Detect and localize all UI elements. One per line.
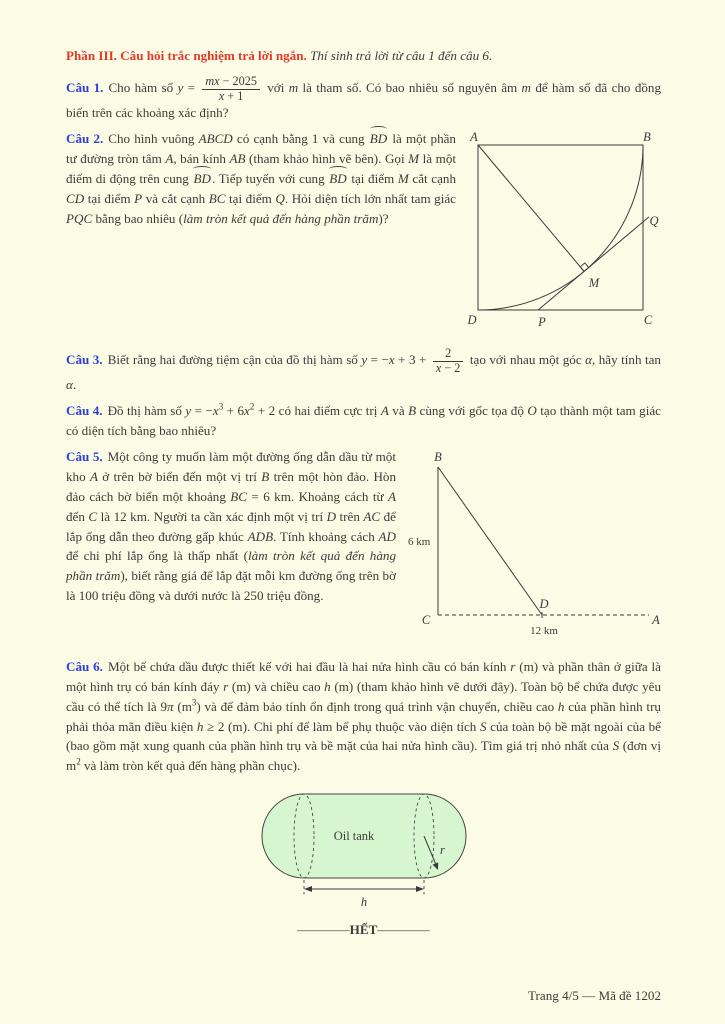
square-abcd [478, 145, 643, 310]
label-d: D [467, 313, 477, 328]
h-arrowhead-left [304, 886, 312, 892]
coast-triangle-svg [406, 449, 661, 641]
label-a: A [470, 131, 478, 145]
figure-coast-triangle [406, 449, 661, 647]
question-3-label: Câu 3. [66, 352, 103, 368]
h-arrowhead-right [416, 886, 424, 892]
label-b: B [434, 449, 442, 464]
question-6-label: Câu 6. [66, 658, 103, 674]
question-3-text: Biết rằng hai đường tiệm cận của đồ thị hàm số y = −x + 3 + $\frac{2}{x - 2}$ tạo với nhau một góc α, hãy tính tan α. [66, 345, 661, 393]
label-bc-distance: 6 km [408, 535, 431, 548]
question-3 [66, 347, 661, 395]
question-6 [66, 657, 661, 776]
segment-bd [438, 467, 542, 615]
question-6-text: Một bể chứa dầu được thiết kế với hai đầu là hai nửa hình cầu có bán kính r (m) và phần thân ở giữa là một hình trụ có bán kính đáy r (m) và chiều cao h (m) (tham khảo hình vẽ dưới đây). Toàn bộ bể chứa được yêu cầu có thể tích là 9π $(m^3)$ và để đảm bảo tính ổn định trong quá trình vận chuyển, chiều cao h của phần hình trụ phải thỏa mãn điều kiện h ≥ 2 (m). Chi phí để làm bể phụ thuộc vào diện tích S của toàn bộ bề mặt ngoài của bể (bao gồm mặt xung quanh của phần hình trụ và bề mặt của hai nửa hình cầu). Tìm giá trị nhỏ nhất của S (đơn vị $m^2$ và làm tròn kết quả đến hàng phần chục). [66, 658, 662, 774]
end-rule [66, 920, 661, 940]
question-4 [66, 401, 661, 441]
question-2-label: Câu 2. [66, 131, 104, 147]
section-note: Thí sinh trả lời từ câu 1 đến câu 6. [306, 48, 493, 63]
question-5-label: Câu 5. [66, 448, 103, 464]
tangent-pq [538, 217, 649, 310]
section-header [66, 46, 661, 66]
label-d: D [539, 596, 549, 611]
square-arc-svg [466, 131, 661, 331]
label-q: Q [649, 214, 659, 229]
label-r: r [439, 843, 445, 858]
label-h: h [360, 895, 367, 910]
label-p: P [538, 315, 546, 330]
label-b: B [643, 131, 651, 145]
end-rule-right: ———— [377, 922, 430, 938]
section-title: Phần III. Câu hỏi trắc nghiệm trả lời ngắn. [66, 48, 307, 63]
arc-bd [478, 145, 643, 310]
end-rule-left: ———— [297, 922, 350, 938]
label-a: A [652, 612, 660, 627]
radius-am [478, 145, 584, 271]
question-4-label: Câu 4. [66, 403, 103, 419]
question-4-text: Đồ thị hàm số $y = -x^3 + 6x^2 + 2$ có hai điểm cực trị A và B cùng với gốc tọa độ O tạo thành một tam giác có diện tích bằng bao nhiêu? [66, 401, 661, 439]
tank-title: Oil tank [333, 829, 374, 844]
page-footer: Trang 4/5 — Mã đề 1202 [528, 988, 661, 1004]
figure-oil-tank [66, 782, 661, 916]
oil-tank-svg [244, 782, 484, 910]
question-1 [66, 75, 661, 123]
question-1-text: Cho hàm số y = $\frac{mx - 2025}{x + 1}$ với m là tham số. Có bao nhiêu số nguyên âm m để hàm số đã cho đồng biến trên các khoảng xác định? [66, 73, 662, 121]
label-m: M [588, 276, 600, 291]
question-1-label: Câu 1. [66, 80, 104, 96]
question-5 [66, 447, 661, 651]
label-c: C [421, 612, 431, 627]
end-label: HẾT [349, 922, 378, 938]
question-5-text: Một công ty muốn làm một đường ống dẫn dầu từ một kho A ở trên bờ biển đến một vị trí B trên một hòn đảo. Hòn đảo cách bờ biển một khoảng BC = 6 km. Khoảng cách từ A đến C là 12 km. Người ta cần xác định một vị trí D trên AC để lắp ống dẫn theo đường gấp khúc ADB. Tính khoảng cách AD để chi phí lắp ống là thấp nhất (làm tròn kết quả đến hàng phần trăm), biết rằng giá để lắp đặt mỗi km đường ống trên bờ là 100 triệu đồng và dưới nước là 250 triệu đồng. [66, 448, 396, 604]
label-c: C [643, 313, 653, 328]
label-ca-distance: 12 km [530, 624, 558, 637]
figure-square-arc [466, 131, 661, 337]
question-2-text: Cho hình vuông ABCD có cạnh bằng 1 và cung BD là một phần tư đường tròn tâm A, bán kính AB (tham khảo hình vẽ bên). Gọi M là một điểm di động trên cung BD. Tiếp tuyến với cung BD tại điểm M cắt cạnh CD tại điểm P và cắt cạnh BC tại điểm Q. Hỏi diện tích lớn nhất tam giác PQC bằng bao nhiêu (làm tròn kết quả đến hàng phần trăm)? [66, 131, 457, 226]
right-angle-marker [580, 263, 589, 272]
question-2 [66, 129, 661, 341]
